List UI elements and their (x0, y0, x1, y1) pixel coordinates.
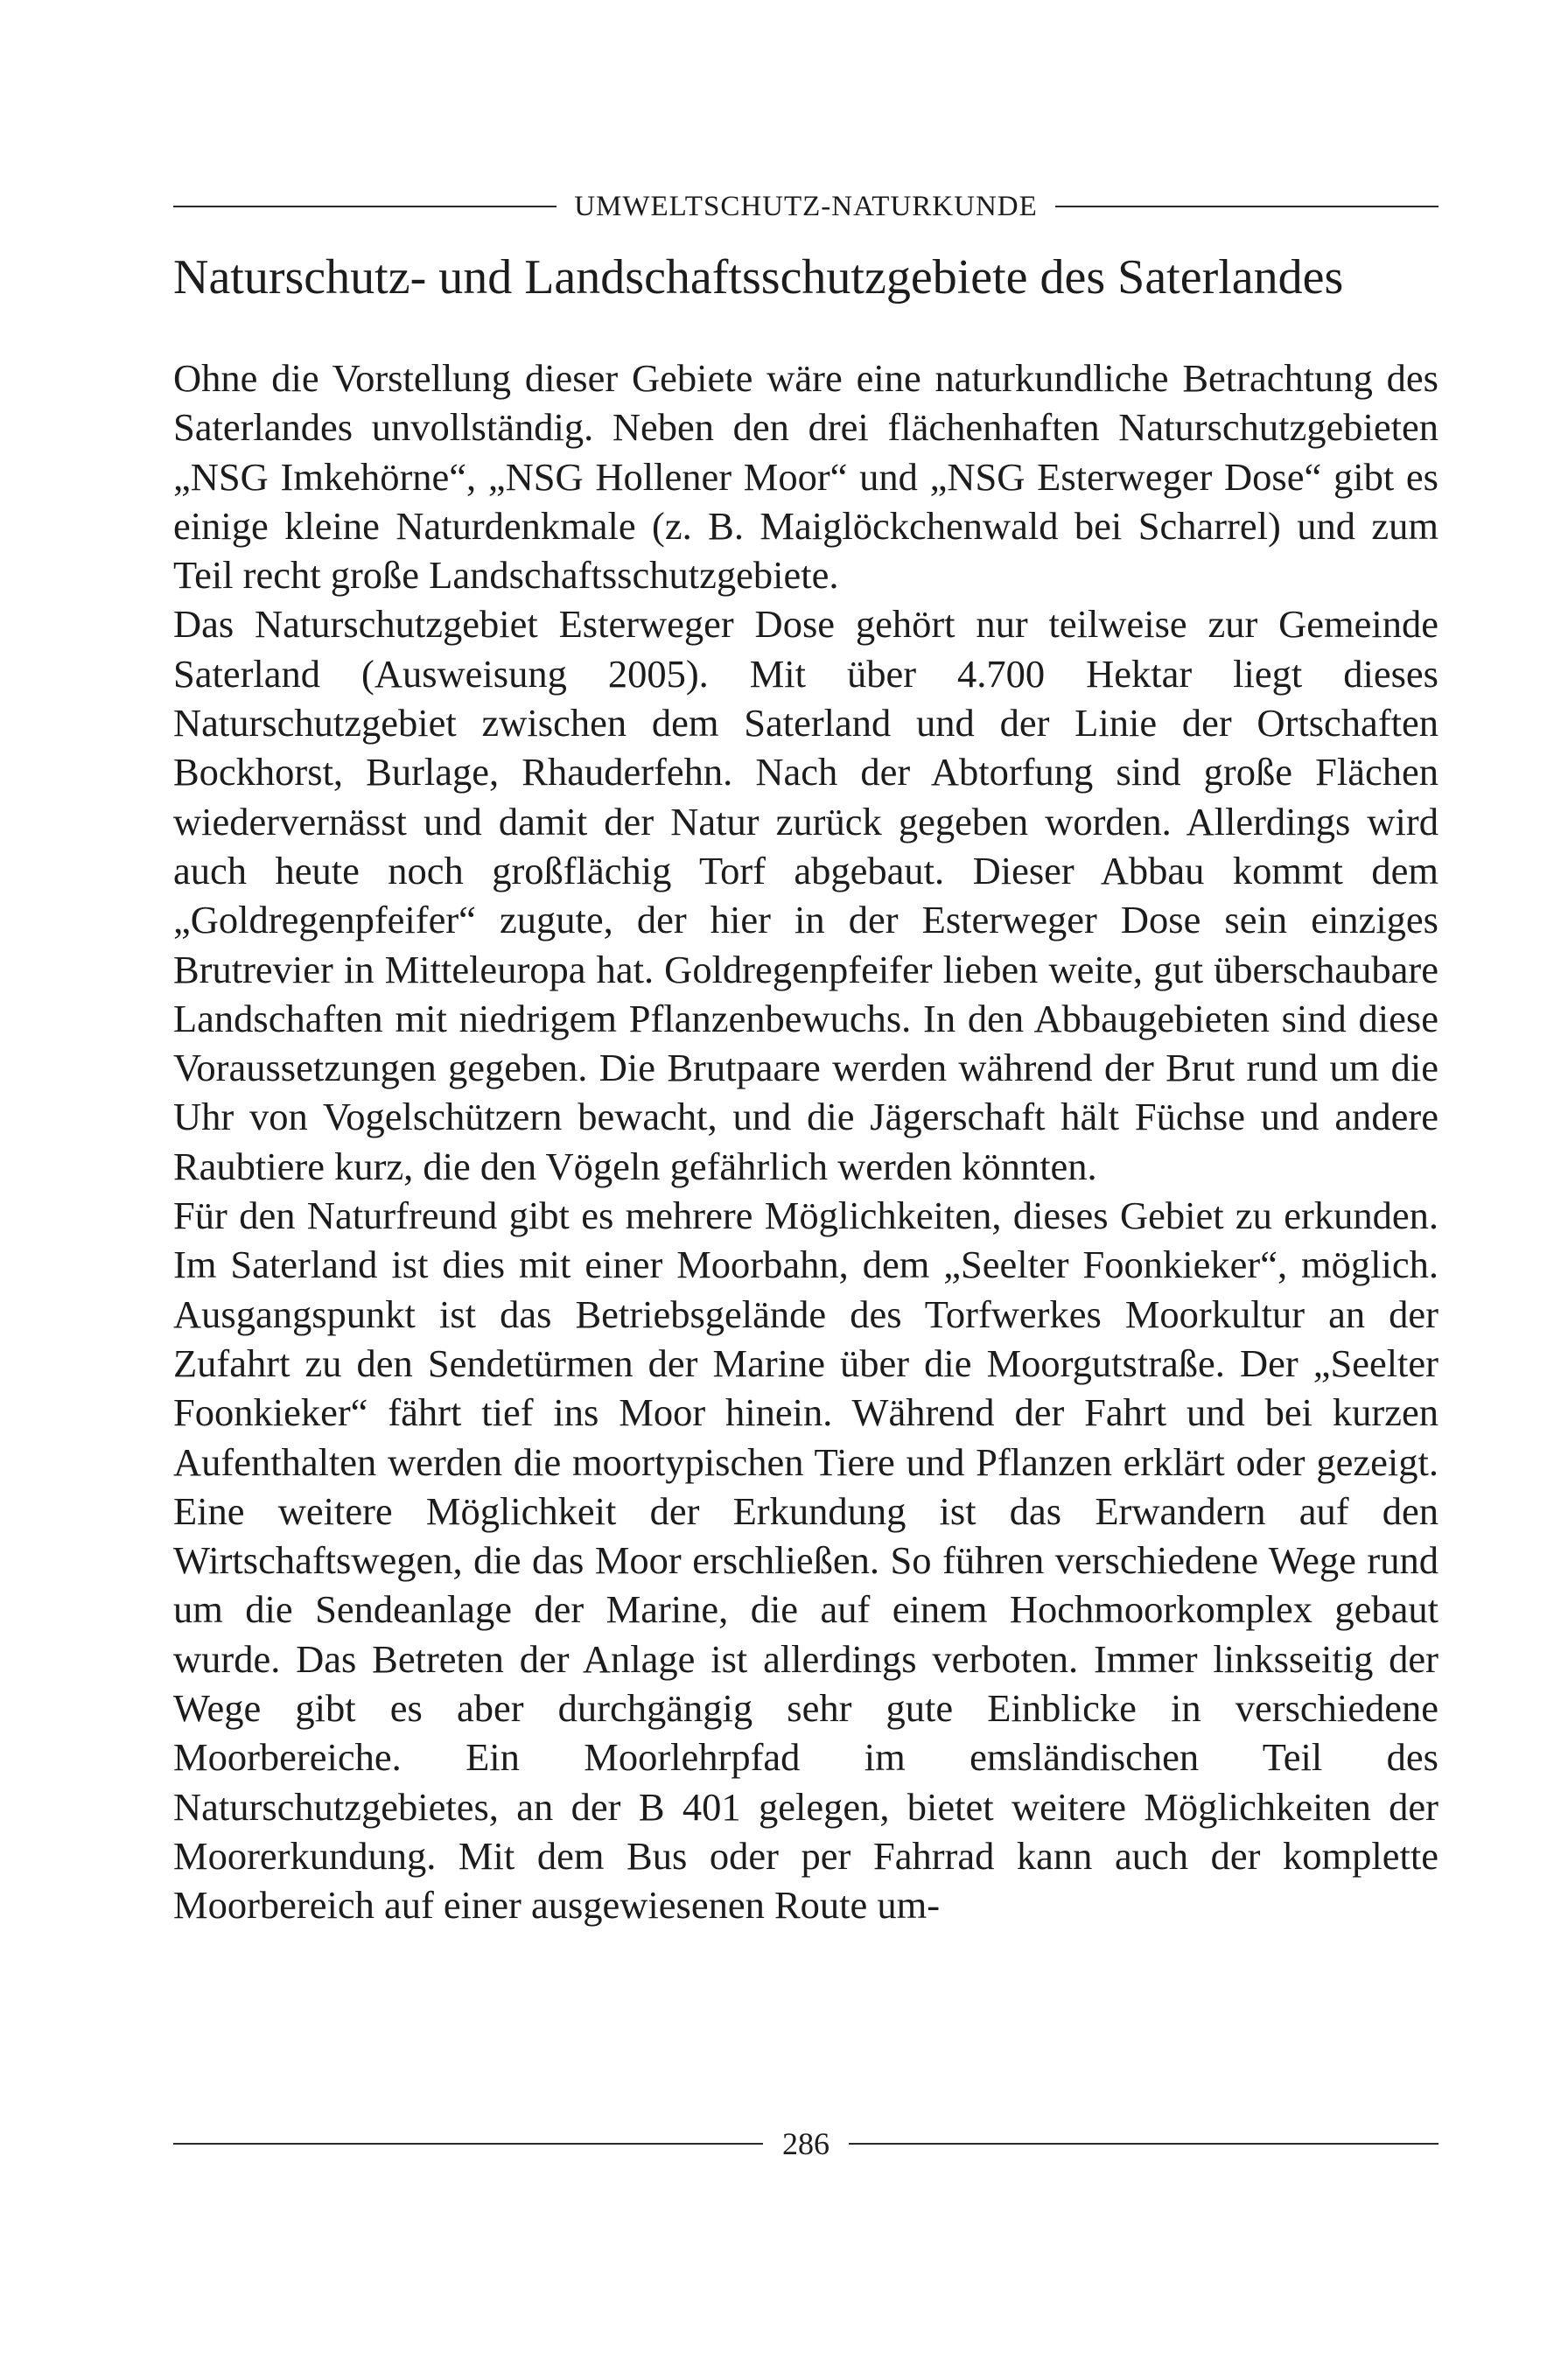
header-rule-left (173, 206, 556, 207)
header-rule-right (1055, 206, 1438, 207)
article-body (173, 354, 1438, 1930)
footer-rule-left (173, 2143, 763, 2145)
running-header (173, 187, 1438, 226)
page-footer (173, 2124, 1438, 2163)
article-title: Naturschutz- und Landschaftsschutzgebiete des Saterlandes (173, 250, 1344, 304)
footer-rule-right (849, 2143, 1438, 2145)
page-number: 286 (782, 2126, 830, 2161)
paragraph: Das Naturschutzgebiet Esterweger Dose gehört nur teilweise zur Gemeinde Saterland (Ausweisung 2005). Mit über 4.700 Hektar liegt dieses Naturschutzgebiet zwischen dem Saterland und der Linie der Ortschaften Bockhorst, Burlage, Rhauderfehn. Nach der Abtorfung sind große Flächen wiedervernässt und damit der Natur zurück gegeben worden. Allerdings wird auch heute noch großflächig Torf abgebaut. Dieser Abbau kommt dem „Goldregenpfeifer“ zugute, der hier in der Esterweger Dose sein einziges Brutrevier in Mitteleuropa hat. Goldregenpfeifer lieben weite, gut überschaubare Landschaften mit niedrigem Pflanzenbewuchs. In den Abbaugebieten sind diese Voraussetzungen gegeben. Die Brutpaare werden während der Brut rund um die Uhr von Vogelschützern bewacht, und die Jägerschaft hält Füchse und andere Raubtiere kurz, die den Vögeln gefährlich werden könnten. (173, 602, 1438, 1188)
paragraph: Ohne die Vorstellung dieser Gebiete wäre eine naturkundliche Betrachtung des Saterlandes unvollständig. Neben den drei flächenhaften Naturschutzgebieten „NSG Imkehörne“, „NSG Hollener Moor“ und „NSG Esterweger Dose“ gibt es einige kleine Naturdenkmale (z. B. Maiglöckchenwald bei Scharrel) und zum Teil recht große Landschaftsschutzgebiete. (173, 356, 1438, 598)
paragraph: Für den Naturfreund gibt es mehrere Möglichkeiten, dieses Gebiet zu erkunden. Im Saterland ist dies mit einer Moorbahn, dem „Seelter Foonkieker“, möglich. Ausgangspunkt ist das Betriebsgelände des Torfwerkes Moorkultur an der Zufahrt zu den Sendetürmen der Marine über die Moorgutstraße. Der „Seelter Foonkieker“ fährt tief ins Moor hinein. Während der Fahrt und bei kurzen Aufenthalten werden die moortypischen Tiere und Pflanzen erklärt oder gezeigt. Eine weitere Möglichkeit der Erkundung ist das Erwandern auf den Wirtschaftswegen, die das Moor erschließen. So führen verschiedene Wege rund um die Sendeanlage der Marine, die auf einem Hochmoorkomplex gebaut wurde. Das Betreten der Anlage ist allerdings verboten. Immer linksseitig der Wege gibt es aber durchgängig sehr gute Einblicke in verschiedene Moorbereiche. Ein Moorlehrpfad im emsländischen Teil des Naturschutzgebietes, an der B 401 gelegen, bietet weitere Möglichkeiten der Moorerkundung. Mit dem Bus oder per Fahrrad kann auch der komplette Moorbereich auf einer ausgewiesenen Route um- (173, 1194, 1438, 1928)
section-label: UMWELTSCHUTZ-NATURKUNDE (574, 190, 1038, 222)
